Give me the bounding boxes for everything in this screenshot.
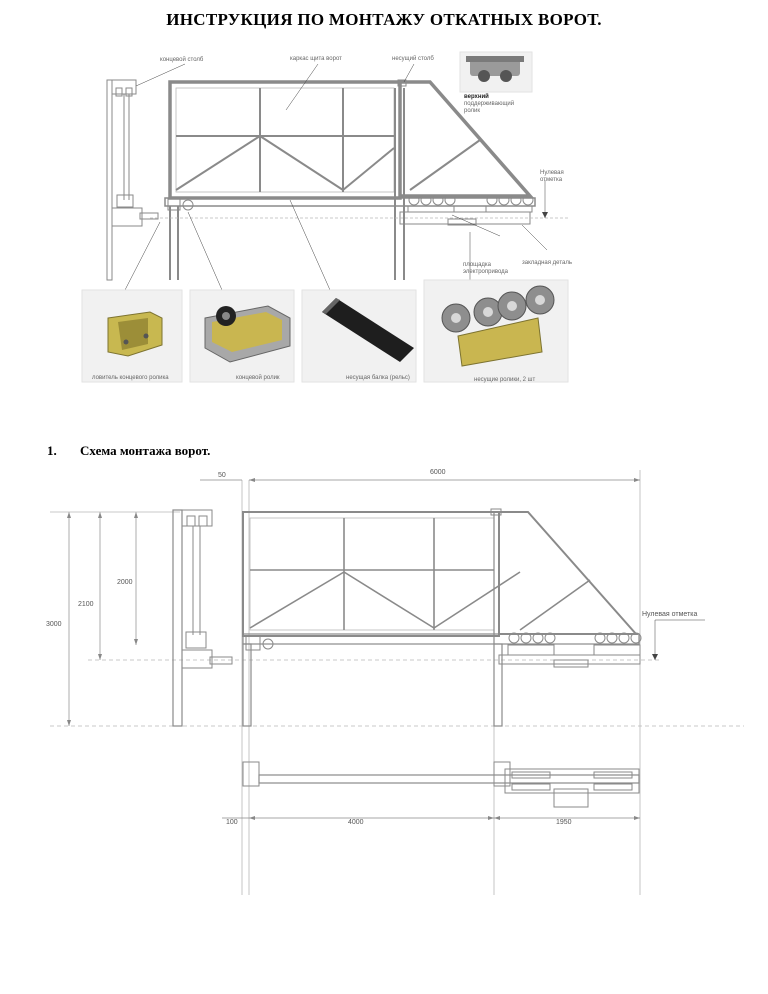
document-title: ИНСТРУКЦИЯ ПО МОНТАЖУ ОТКАТНЫХ ВОРОТ. [166, 10, 602, 29]
callout-end-post: концевой столб [160, 57, 204, 63]
dim-1950: 1950 [556, 819, 572, 826]
dim-50: 50 [218, 472, 226, 479]
callout-upper-roller-3: ролик [464, 108, 481, 114]
callout-bearing-post: несущий столб [392, 56, 434, 62]
section-title: Схема монтажа ворот. [80, 443, 211, 458]
end-post-drawing [107, 80, 158, 280]
part-photo-3 [302, 290, 416, 382]
dim-100: 100 [226, 819, 238, 826]
callout-zero-mark-1: Нулевая [540, 170, 564, 176]
callout-zero-mark-2: отметка [540, 177, 563, 183]
part-label-end-roller: концевой ролик [236, 375, 280, 381]
posts-and-platform-drawing [150, 88, 570, 280]
figure-2-scheme [50, 470, 744, 895]
part-label-rollers: несущие ролики, 2 шт [474, 377, 536, 383]
section-number: 1. [47, 443, 57, 458]
dim-2000: 2000 [117, 579, 133, 586]
dim-6000: 6000 [430, 469, 446, 476]
upper-roller-icon [460, 52, 532, 92]
parts-photo-strip [82, 280, 568, 382]
dim-2100: 2100 [78, 601, 94, 608]
dim-4000: 4000 [348, 819, 364, 826]
callout-platform-2: электропривода [463, 269, 508, 275]
callout-upper-roller-2: поддерживающий [464, 101, 515, 107]
callout-platform-1: площадка [463, 262, 492, 268]
callout-upper-roller-1: верхний [464, 94, 489, 100]
callout-embedded-part: закладная деталь [522, 260, 572, 266]
part-label-rail: несущая балка (рельс) [346, 375, 410, 381]
callout-frame: каркас щита ворот [290, 56, 342, 62]
dim-3000: 3000 [46, 621, 62, 628]
zero-mark-label: Нулевая отметка [642, 611, 698, 618]
part-label-catcher: ловитель концевого ролика [92, 375, 169, 381]
